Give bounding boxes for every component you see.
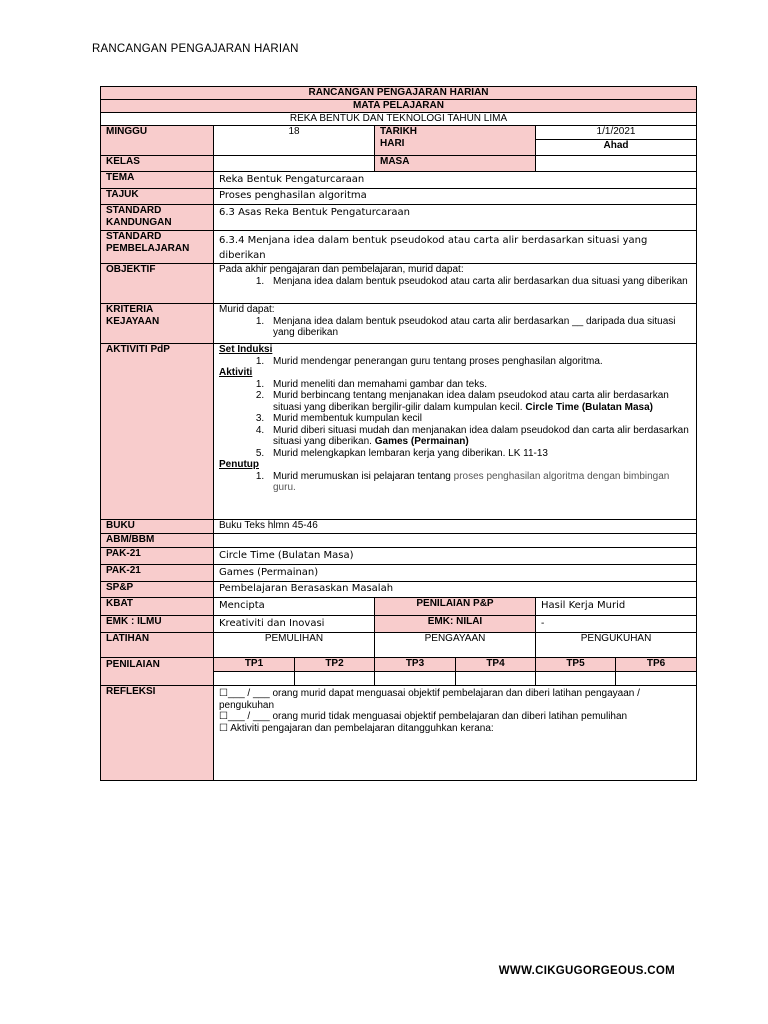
standard-kandungan-value: 6.3 Asas Reka Bentuk Pengaturcaraan [214, 205, 697, 231]
aktiviti-item-2 [267, 390, 691, 413]
hari-value: Ahad [536, 140, 697, 156]
aktiviti-4-text: Murid diberi situasi mudah dan menjanakan idea dalam pseudokod dan carta alir berdasarkan situasi yang diberikan. [273, 424, 689, 447]
abm-value [214, 534, 697, 548]
kbat-value: Mencipta [214, 598, 375, 616]
tp5-cell [536, 672, 616, 686]
set-induksi-item: 1. Murid mendengar penerangan guru tentang proses penghasilan algoritma. [267, 356, 691, 368]
penilaian-pp-label: PENILAIAN P&P [375, 598, 536, 616]
objektif-value [214, 264, 697, 304]
refleksi-value [214, 686, 697, 781]
sp-label-line1: STANDARD [106, 231, 162, 242]
aktiviti-2-bold: Circle Time (Bulatan Masa) [525, 401, 653, 413]
aktiviti-item-4 [267, 425, 691, 448]
emk-ilmu-value: Kreativiti dan Inovasi [214, 616, 375, 633]
tp4-cell [456, 672, 536, 686]
tp2-header: TP2 [295, 658, 375, 672]
subject-label: MATA PELAJARAN [101, 100, 697, 113]
tp6-cell [616, 672, 697, 686]
tp1-cell [214, 672, 295, 686]
kelas-label: KELAS [101, 156, 214, 172]
tp3-cell [375, 672, 456, 686]
pak21-label-2: PAK-21 [101, 565, 214, 582]
tarikh-label: TARIKH [380, 126, 418, 137]
buku-value: Buku Teks hlmn 45-46 [214, 520, 697, 534]
kriteria-intro: Murid dapat: [219, 304, 275, 315]
kelas-value [214, 156, 375, 172]
tarikh-hari-label [375, 126, 536, 156]
aktiviti-item-3: 3. Murid membentuk kumpulan kecil [267, 413, 691, 425]
emk-nilai-value: - [536, 616, 697, 633]
sk-label-line1: STANDARD [106, 205, 162, 216]
lesson-plan-table [100, 86, 697, 781]
latihan-pemulihan: PEMULIHAN [214, 633, 375, 658]
minggu-value: 18 [214, 126, 375, 156]
standard-kandungan-label [101, 205, 214, 231]
aktiviti-4-bold: Games (Permainan) [374, 436, 469, 447]
penutup-heading: Penutup [219, 459, 259, 470]
subject-name: REKA BENTUK DAN TEKNOLOGI TAHUN LIMA [101, 113, 697, 126]
objektif-intro: Pada akhir pengajaran dan pembelajaran, murid dapat: [219, 264, 464, 275]
set-induksi-heading: Set Induksi [219, 344, 273, 355]
kriteria-label-line2: KEJAYAAN [106, 315, 160, 327]
tema-value: Reka Bentuk Pengaturcaraan [214, 172, 697, 189]
aktiviti-label: AKTIVITI PdP [101, 344, 214, 520]
kriteria-label-line1: KRITERIA [106, 304, 154, 315]
spp-label: SP&P [101, 582, 214, 598]
penutup-text-2: proses penghasilan algoritma [453, 470, 585, 482]
aktiviti-heading: Aktiviti [219, 367, 253, 378]
objektif-label: OBJEKTIF [101, 264, 214, 304]
penutup-item [267, 471, 691, 494]
penutup-text-1: Murid merumuskan isi pelajaran tentang [273, 470, 451, 482]
pak21-label-1: PAK-21 [101, 548, 214, 565]
tp5-header: TP5 [536, 658, 616, 672]
objektif-item: 1. Menjana idea dalam bentuk pseudokod atau carta alir berdasarkan dua situasi yang diberikan [267, 276, 691, 288]
latihan-pengukuhan: PENGUKUHAN [536, 633, 697, 658]
buku-label: BUKU [101, 520, 214, 534]
masa-value [536, 156, 697, 172]
masa-label: MASA [375, 156, 536, 172]
pak21-value-1: Circle Time (Bulatan Masa) [214, 548, 697, 565]
standard-pembelajaran-label [101, 231, 214, 264]
aktiviti-2-text: Murid berbincang tentang menjanakan idea dalam pseudokod atau carta alir berdasarkan situasi yang diberikan bergilir-gilir dalam kumpulan kecil. [273, 390, 669, 413]
aktiviti-item-1: 1. Murid meneliti dan memahami gambar dan teks. [267, 379, 691, 391]
tp2-cell [295, 672, 375, 686]
page-header: RANCANGAN PENGAJARAN HARIAN [92, 43, 299, 55]
refleksi-line-1: ☐___ / ___ orang murid dapat menguasai objektif pembelajaran dan diberi latihan pengayaan / pengukuhan [219, 688, 640, 711]
emk-nilai-label: EMK: NILAI [375, 616, 536, 633]
tp6-header: TP6 [616, 658, 697, 672]
hari-label: HARI [380, 137, 405, 149]
tema-label: TEMA [101, 172, 214, 189]
kriteria-kejayaan-value [214, 304, 697, 344]
pak21-value-2: Games (Permainan) [214, 565, 697, 582]
aktiviti-item-5: 5. Murid melengkapkan lembaran kerja yang diberikan. LK 11-13 [267, 448, 691, 460]
spp-value: Pembelajaran Berasaskan Masalah [214, 582, 697, 598]
kriteria-item: 1. Menjana idea dalam bentuk pseudokod atau carta alir berdasarkan __ daripada dua situasi yang diberikan [267, 316, 691, 339]
kbat-label: KBAT [101, 598, 214, 616]
tp4-header: TP4 [456, 658, 536, 672]
penilaian-label: PENILAIAN [101, 658, 214, 686]
refleksi-label: REFLEKSI [101, 686, 214, 781]
refleksi-line-2: ☐___ / ___ orang murid tidak menguasai objektif pembelajaran dan diberi latihan pemulihan [219, 711, 628, 722]
tp1-header: TP1 [214, 658, 295, 672]
aktiviti-value [214, 344, 697, 520]
tarikh-value: 1/1/2021 [536, 126, 697, 140]
penilaian-pp-value: Hasil Kerja Murid [536, 598, 697, 616]
tp3-header: TP3 [375, 658, 456, 672]
kriteria-kejayaan-label [101, 304, 214, 344]
refleksi-line-3: ☐ Aktiviti pengajaran dan pembelajaran ditangguhkan kerana: [219, 722, 494, 734]
sp-label-line2: PEMBELAJARAN [106, 242, 190, 254]
latihan-pengayaan: PENGAYAAN [375, 633, 536, 658]
emk-ilmu-label: EMK : ILMU [101, 616, 214, 633]
tajuk-value: Proses penghasilan algoritma [214, 189, 697, 205]
tajuk-label: TAJUK [101, 189, 214, 205]
minggu-label: MINGGU [101, 126, 214, 156]
page-footer: WWW.CIKGUGORGEOUS.COM [498, 965, 675, 977]
latihan-label: LATIHAN [101, 633, 214, 658]
penutup-text-3: dengan bimbingan guru. [273, 470, 670, 493]
abm-label: ABM/BBM [101, 534, 214, 548]
standard-pembelajaran-value: 6.3.4 Menjana idea dalam bentuk pseudokod atau carta alir berdasarkan situasi yang diberikan [214, 231, 697, 264]
table-title: RANCANGAN PENGAJARAN HARIAN [101, 87, 697, 100]
sk-label-line2: KANDUNGAN [106, 216, 172, 228]
